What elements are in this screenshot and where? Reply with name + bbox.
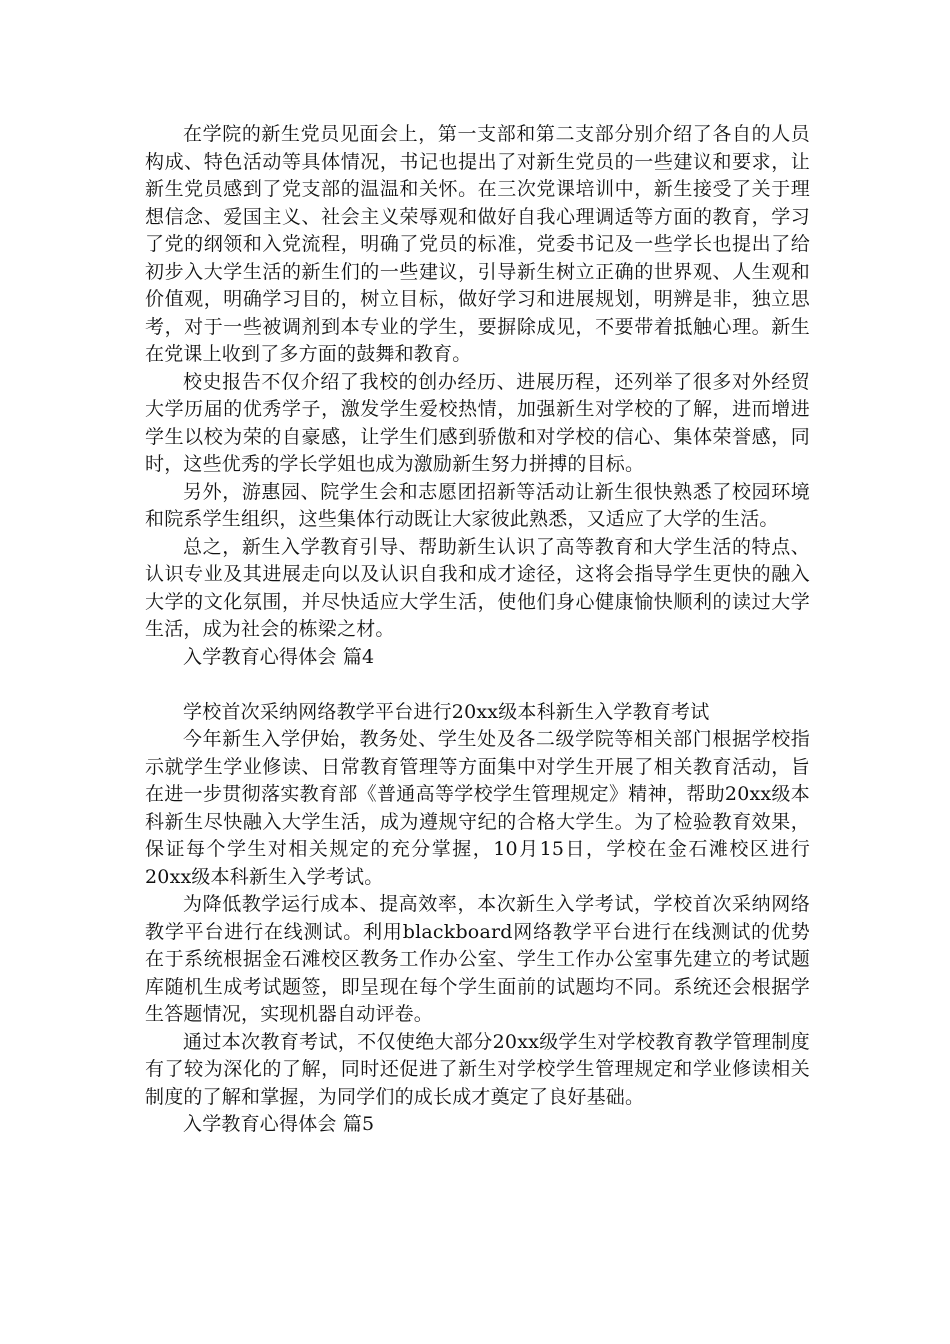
paragraph: 今年新生入学伊始，教务处、学生处及各二级学院等相关部门根据学校指示就学生学业修读、日常教育管理等方面集中对学生开展了相关教育活动，旨在进一步贯彻落实教育部《普通高等学校学生管理规定》精神，帮助20xx级本科新生尽快融入大学生活，成为遵规守纪的合格大学生。为了检验教育效果，保证每个学生对相关规定的充分掌握，10月15日，学校在金石滩校区进行20xx级本科新生入学考试。 [145, 728, 810, 888]
paragraph: 通过本次教育考试，不仅使绝大部分20xx级学生对学校教育教学管理制度有了较为深化的了解，同时还促进了新生对学校学生管理规定和学业修读相关制度的了解和掌握，为同学们的成长成才奠定了良好基础。 [145, 1030, 810, 1108]
paragraph: 校史报告不仅介绍了我校的创办经历、进展历程，还列举了很多对外经贸大学历届的优秀学子，激发学生爱校热情，加强新生对学校的了解，进而增进学生以校为荣的自豪感，让学生们感到骄傲和对学校的信心、集体荣誉感，同时，这些优秀的学长学姐也成为激励新生努力拼搏的目标。 [145, 370, 810, 475]
paragraph: 学校首次采纳网络教学平台进行20xx级本科新生入学教育考试 [183, 700, 710, 723]
blank-line [145, 671, 810, 699]
document-body [145, 121, 810, 1139]
section-heading-5: 入学教育心得体会 篇5 [183, 1113, 375, 1135]
paragraph: 在学院的新生党员见面会上，第一支部和第二支部分别介绍了各自的人员构成、特色活动等具体情况，书记也提出了对新生党员的一些建议和要求，让新生党员感到了党支部的温温和关怀。在三次党课培训中，新生接受了关于理想信念、爱国主义、社会主义荣辱观和做好自我心理调适等方面的教育，学习了党的纲领和入党流程，明确了党员的标准，党委书记及一些学长也提出了给初步入大学生活的新生们的一些建议，引导新生树立正确的世界观、人生观和价值观，明确学习目的，树立目标，做好学习和进展规划，明辨是非，独立思考，对于一些被调剂到本专业的学生，要摒除成见，不要带着抵触心理。新生在党课上收到了多方面的鼓舞和教育。 [145, 123, 810, 365]
paragraph: 另外，游惠园、院学生会和志愿团招新等活动让新生很快熟悉了校园环境和院系学生组织，这些集体行动既让大家彼此熟悉，又适应了大学的生活。 [145, 480, 810, 530]
section-heading-4: 入学教育心得体会 篇4 [183, 645, 375, 668]
paragraph: 为降低教学运行成本、提高效率，本次新生入学考试，学校首次采纳网络教学平台进行在线测试。利用blackboard网络教学平台进行在线测试的优势在于系统根据金石滩校区教务工作办公室、学生工作办公室事先建立的考试题库随机生成考试题签，即呈现在每个学生面前的试题均不同。系统还会根据学生答题情况，实现机器自动评卷。 [145, 893, 810, 1025]
paragraph: 总之，新生入学教育引导、帮助新生认识了高等教育和大学生活的特点、认识专业及其进展走向以及认识自我和成才途径，这将会指导学生更快的融入大学的文化氛围，并尽快适应大学生活，使他们身心健康愉快顺利的读过大学生活，成为社会的栋梁之材。 [145, 535, 810, 640]
